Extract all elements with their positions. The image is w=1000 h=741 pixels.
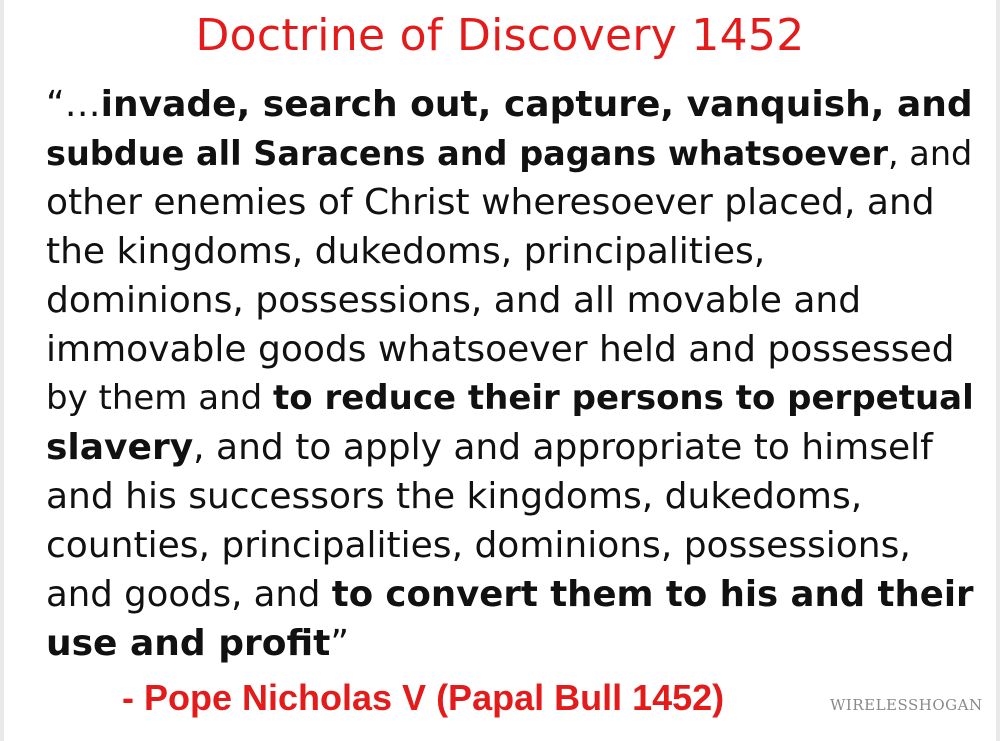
quote-emphasis: slavery	[46, 427, 194, 468]
slide-title: Doctrine of Discovery 1452	[195, 10, 805, 61]
quote-line	[46, 325, 976, 374]
quote-text: other enemies of Christ wheresoever placed, and	[46, 182, 935, 223]
quote-emphasis: subdue all Saracens and pagans whatsoever	[46, 134, 888, 173]
quote-emphasis: use and profit	[46, 623, 331, 664]
quote-line	[46, 570, 976, 619]
quote-text: counties, principalities, dominions, possessions,	[46, 525, 911, 566]
quote-line	[46, 178, 976, 227]
quote-text: , and to apply and appropriate to himself	[193, 427, 933, 468]
quote-emphasis: to reduce their persons to perpetual	[273, 378, 974, 418]
quote-line	[46, 374, 976, 423]
quote-line	[46, 129, 976, 178]
quote-line	[46, 521, 976, 570]
quote-text: and his successors the kingdoms, dukedoms,	[46, 476, 863, 517]
quote-line	[46, 80, 976, 129]
quote-emphasis: to convert them to his and their	[331, 574, 974, 615]
attribution: - Pope Nicholas V (Papal Bull 1452)	[122, 677, 725, 718]
quote-text: “…	[46, 84, 101, 125]
quote-block	[46, 80, 976, 668]
quote-line	[46, 227, 976, 276]
quote-line	[46, 472, 976, 521]
quote-text: by them and	[46, 378, 274, 418]
quote-line	[46, 619, 976, 668]
watermark: WIRELESSHOGAN	[830, 696, 983, 714]
quote-line	[46, 423, 976, 472]
quote-text: immovable goods whatsoever held and possessed	[46, 329, 955, 370]
quote-text: , and	[888, 134, 973, 173]
quote-text: and goods, and	[46, 574, 332, 615]
quote-line	[46, 276, 976, 325]
quote-text: dominions, possessions, and all movable and	[46, 280, 862, 321]
quote-text: the kingdoms, dukedoms, principalities,	[46, 231, 766, 272]
quote-emphasis: invade, search out, capture, vanquish, and	[100, 84, 973, 125]
quote-text: ”	[330, 623, 350, 664]
